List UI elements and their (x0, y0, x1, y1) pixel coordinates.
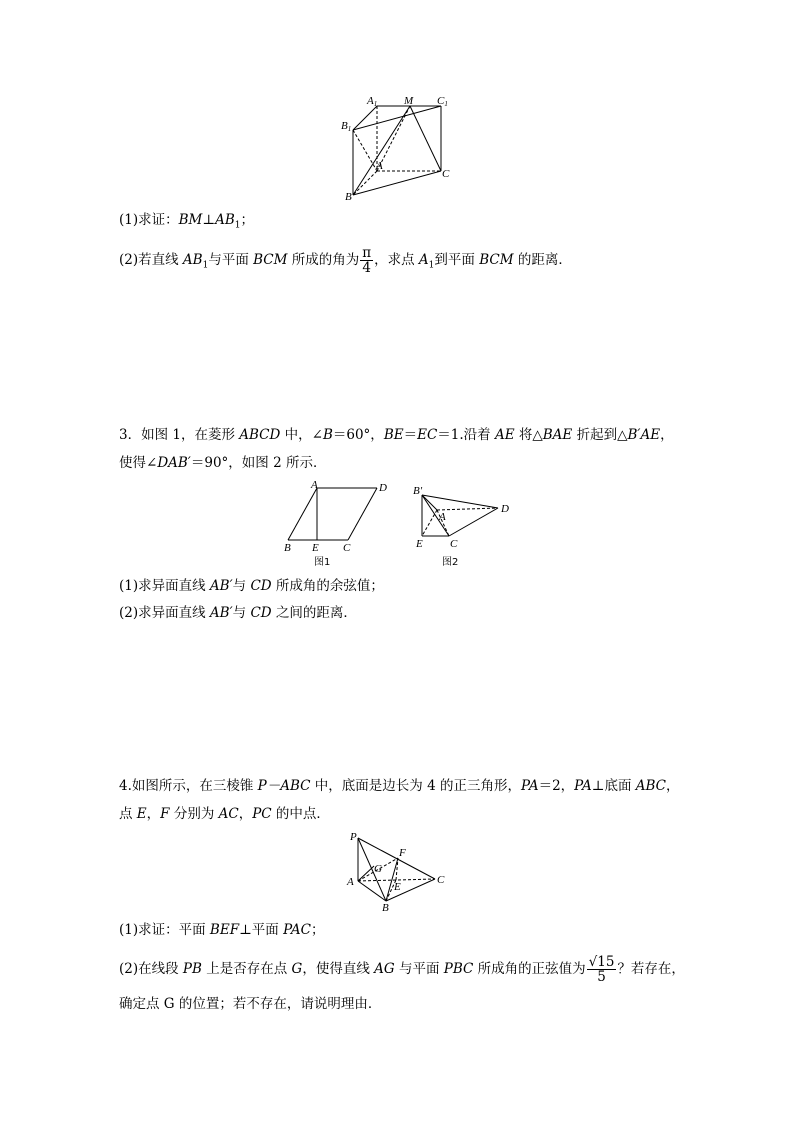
text: BM (178, 212, 203, 228)
text: (1)求证：平面 (119, 922, 210, 938)
text: 上是否存在点 (201, 961, 292, 977)
text: 的中点． (271, 806, 330, 822)
fig4-label-F: F (399, 847, 406, 859)
text: ＝1.沿着 (437, 427, 495, 443)
fraction-sqrt15-over-5 (587, 955, 617, 984)
text: ＝60°， (332, 427, 384, 443)
fig4-label-B: B (382, 902, 389, 913)
label-B1: B1 (341, 120, 352, 133)
text: π (362, 245, 372, 261)
text: P－ABC (257, 778, 311, 794)
fig4-label-G: G (374, 863, 382, 875)
text: AB (182, 252, 203, 268)
text: 中，∠ (280, 427, 323, 443)
text: PC (252, 806, 272, 822)
text: 所成角的余弦值； (271, 578, 384, 594)
text: 与平面 (208, 252, 254, 268)
text: 使得∠ (119, 455, 158, 471)
text: B (322, 427, 333, 443)
text: 所成的角为 (287, 252, 360, 268)
text: 4 (362, 260, 371, 276)
label-A1: A1 (367, 95, 378, 108)
text: 所成角的正弦值为 (473, 961, 586, 977)
problem2-q2 (119, 246, 572, 275)
text: ，求点 (374, 252, 419, 268)
fraction-pi-over-4 (360, 246, 373, 275)
label-A: A (376, 160, 383, 172)
text: 将△ (514, 427, 543, 443)
text: PA (574, 778, 592, 794)
text: A (418, 252, 429, 268)
fig4-label-C: C (437, 874, 445, 886)
problem2-q1 (119, 211, 254, 235)
text: ＝2， (538, 778, 575, 794)
fig1-caption: 图1 (314, 557, 331, 568)
text: F (160, 806, 170, 822)
text: ABCD (239, 427, 281, 443)
text: BAE (542, 427, 573, 443)
text: CD (250, 605, 272, 621)
text: ⊥平面 (239, 922, 284, 938)
pyramid-figure (342, 828, 452, 913)
fig2-label-D: D (501, 503, 509, 515)
text: 5 (597, 969, 606, 985)
text: AG (374, 961, 395, 977)
fig1-label-B: B (284, 542, 291, 554)
problem4-q2-line2: 确定点 G 的位置；若不存在，请说明理由． (119, 996, 382, 1012)
text: 折起到△ (572, 427, 628, 443)
text: ， (146, 806, 161, 822)
fig2-caption: 图2 (442, 557, 459, 568)
text: DAB′ (157, 455, 191, 471)
fig2-label-E: E (416, 538, 423, 550)
text: CD (250, 578, 272, 594)
text: 1 (202, 260, 209, 271)
text: EC (417, 427, 438, 443)
text: AB (215, 212, 235, 228)
problem3-q1 (119, 577, 384, 595)
text: ， (660, 427, 674, 443)
text: AB′ (209, 605, 233, 621)
text: BCM (479, 252, 514, 268)
text: E (136, 806, 147, 822)
problem4-q2 (119, 955, 685, 984)
text: BCM (253, 252, 288, 268)
problem3-line2 (119, 454, 326, 472)
text: 1 (234, 220, 241, 231)
fig1-label-A: A (311, 479, 318, 491)
text: 与 (232, 605, 251, 621)
fig4-label-E: E (394, 881, 401, 893)
text: ＝90°，如图 2 所示． (190, 455, 327, 471)
fig1-label-D: D (379, 482, 387, 494)
problem3-q2 (119, 604, 357, 622)
text: (2)求异面直线 (119, 605, 210, 621)
text: ； (240, 212, 254, 228)
text: ， (666, 778, 680, 794)
text: G (291, 961, 303, 977)
text: ， (238, 806, 253, 822)
text: 3．如图 1，在菱形 (119, 427, 240, 443)
fig2-label-Bprime: B′ (413, 485, 423, 497)
label-C: C (442, 168, 450, 180)
text: 之间的距离． (271, 605, 357, 621)
text: AB′ (209, 578, 233, 594)
text: 与平面 (394, 961, 444, 977)
fig2-label-C: C (450, 538, 458, 550)
text: AE (494, 427, 515, 443)
text: ⊥底面 (591, 778, 636, 794)
text: B′AE (627, 427, 661, 443)
fig4-label-A: A (347, 876, 354, 888)
label-B: B (345, 191, 352, 203)
fig1-label-C: C (343, 542, 351, 554)
text: (2)若直线 (119, 252, 183, 268)
text: (1)求证： (119, 212, 179, 228)
problem4-line1 (119, 777, 680, 795)
text: PA (520, 778, 539, 794)
fig1-label-E: E (312, 542, 319, 554)
folded-figure-2 (408, 478, 523, 570)
text: BE (383, 427, 404, 443)
text: ； (311, 922, 325, 938)
problem3-line1 (119, 426, 674, 444)
text: ABC (635, 778, 667, 794)
prism-figure (335, 92, 465, 207)
text: PB (182, 961, 202, 977)
problem4-line2 (119, 805, 330, 823)
text: ，使得直线 (302, 961, 375, 977)
text: 与 (232, 578, 251, 594)
text: ⊥ (202, 212, 216, 228)
fig4-label-P: P (350, 831, 357, 843)
text: 点 (119, 806, 137, 822)
rhombus-figure-1 (278, 478, 398, 570)
text: √15 (588, 954, 615, 970)
text: PAC (283, 922, 312, 938)
text: 到平面 (434, 252, 480, 268)
text: ？若存在， (617, 961, 685, 977)
text: 分别为 (169, 806, 219, 822)
text: ＝ (403, 427, 418, 443)
text: AC (218, 806, 239, 822)
text: PBC (443, 961, 474, 977)
text: (2)在线段 (119, 961, 183, 977)
text: 4.如图所示，在三棱锥 (119, 778, 258, 794)
label-C1: C1 (437, 95, 448, 108)
problem4-q1 (119, 921, 325, 939)
text: (1)求异面直线 (119, 578, 210, 594)
text: 中，底面是边长为 4 的正三角形， (310, 778, 521, 794)
label-M: M (404, 95, 414, 107)
text: 1 (428, 260, 435, 271)
text: BEF (209, 922, 240, 938)
text: 的距离． (513, 252, 572, 268)
fig2-label-A: A (439, 511, 446, 523)
